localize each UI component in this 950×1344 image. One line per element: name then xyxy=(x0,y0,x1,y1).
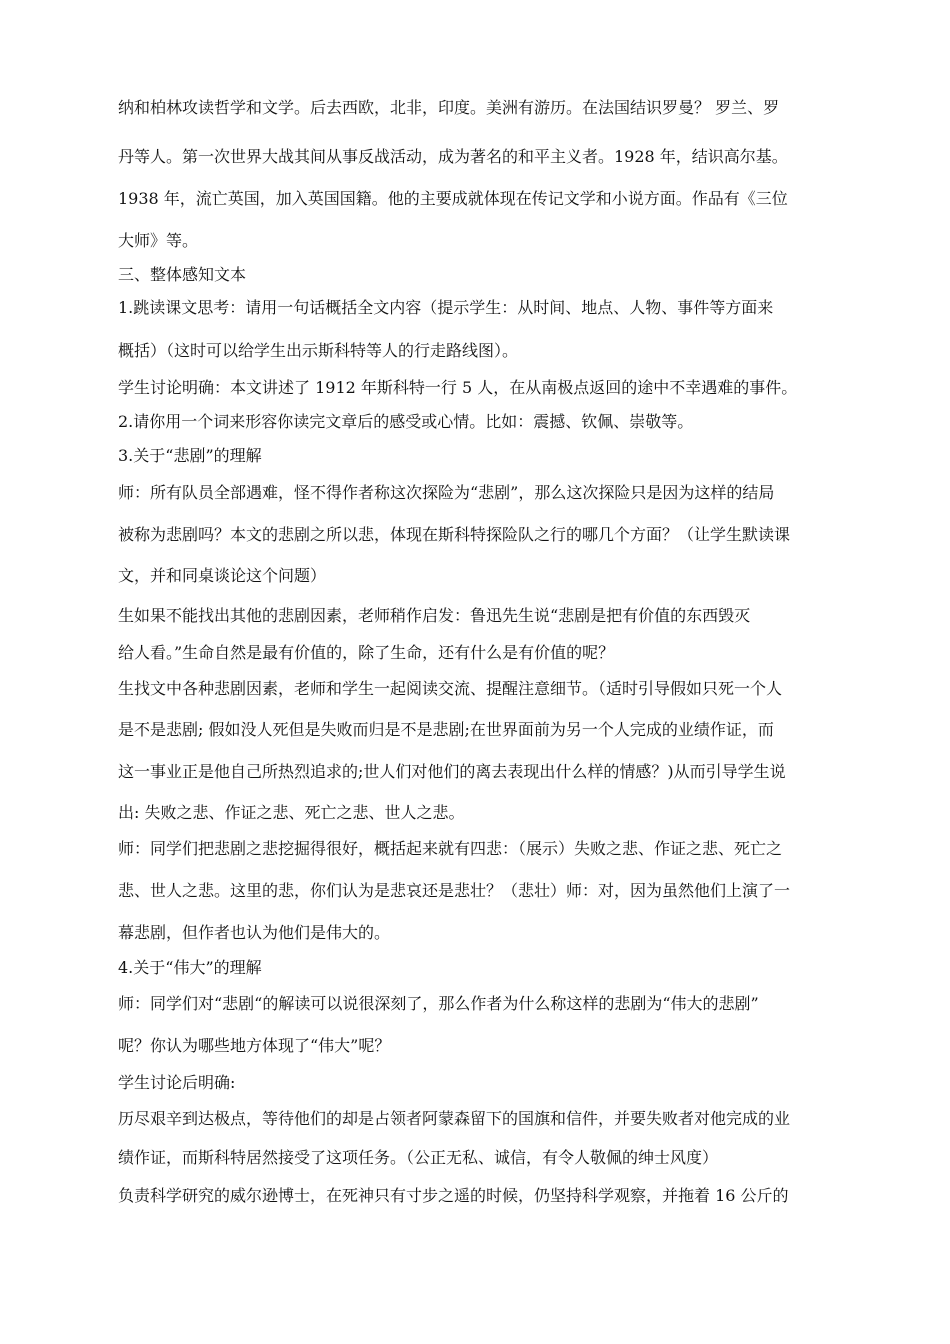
text-line: 师：同学们把悲剧之悲挖掘得很好，概括起来就有四悲：（展示）失败之悲、作证之悲、死亡之 xyxy=(118,839,783,858)
text-line: 幕悲剧，但作者也认为他们是伟大的。 xyxy=(118,923,391,942)
text-line: 负责科学研究的威尔逊博士，在死神只有寸步之遥的时候，仍坚持科学观察，并拖着 16 公斤的 xyxy=(118,1186,789,1205)
text-line: 给人看。”生命自然是最有价值的，除了生命，还有什么是有价值的呢？ xyxy=(118,643,615,662)
text-line: 丹等人。第一次世界大战其间从事反战活动，成为著名的和平主义者。1928 年，结识高尔基。 xyxy=(118,147,788,166)
text-line: 大师》等。 xyxy=(118,231,199,250)
text-line: 2.请你用一个词来形容你读完文章后的感受或心情。比如：震撼、钦佩、崇敬等。 xyxy=(118,412,694,431)
text-line: 被称为悲剧吗？本文的悲剧之所以悲，体现在斯科特探险队之行的哪几个方面？（让学生默读课 xyxy=(118,525,791,544)
subsection-heading: 3.关于“悲剧”的理解 xyxy=(118,446,262,465)
text-line: 学生讨论后明确: xyxy=(118,1073,236,1092)
text-line: 出: 失败之悲、作证之悲、死亡之悲、世人之悲。 xyxy=(118,803,465,822)
text-line: 师：同学们对“悲剧“的解读可以说很深刻了，那么作者为什么称这样的悲剧为“伟大的悲剧” xyxy=(118,994,759,1013)
text-line: 1938 年，流亡英国，加入英国国籍。他的主要成就体现在传记文学和小说方面。作品有《三位 xyxy=(118,189,788,208)
text-line: 1.跳读课文思考：请用一句话概括全文内容（提示学生：从时间、地点、人物、事件等方面来 xyxy=(118,298,774,317)
text-line: 悲、世人之悲。这里的悲，你们认为是悲哀还是悲壮？（悲壮）师：对，因为虽然他们上演了一 xyxy=(118,881,791,900)
text-line: 概括）（这时可以给学生出示斯科特等人的行走路线图）。 xyxy=(118,341,519,360)
text-line: 文，并和同桌谈论这个问题） xyxy=(118,566,327,585)
text-line: 生如果不能找出其他的悲剧因素，老师稍作启发：鲁迅先生说“悲剧是把有价值的东西毁灭 xyxy=(118,606,751,625)
text-line: 呢？你认为哪些地方体现了“伟大”呢？ xyxy=(118,1036,391,1055)
text-line: 生找文中各种悲剧因素，老师和学生一起阅读交流、提醒注意细节。（适时引导假如只死一个人 xyxy=(118,679,783,698)
text-line: 这一事业正是他自己所热烈追求的;世人们对他们的离去表现出什么样的情感？)从而引导学生说 xyxy=(118,762,786,781)
subsection-heading: 4.关于“伟大”的理解 xyxy=(118,958,262,977)
text-line: 历尽艰辛到达极点，等待他们的却是占领者阿蒙森留下的国旗和信件，并要失败者对他完成的业 xyxy=(118,1109,791,1128)
text-line: 是不是悲剧; 假如没人死但是失败而归是不是悲剧;在世界面前为另一个人完成的业绩作证，而 xyxy=(118,720,774,739)
text-line: 师：所有队员全部遇难，怪不得作者称这次探险为“悲剧”，那么这次探险只是因为这样的结局 xyxy=(118,483,775,502)
text-line: 学生讨论明确：本文讲述了 1912 年斯科特一行 5 人，在从南极点返回的途中不幸遇难的事件。 xyxy=(118,378,798,397)
section-heading: 三、整体感知文本 xyxy=(118,265,247,284)
text-line: 绩作证，而斯科特居然接受了这项任务。（公正无私、诚信，有令人敬佩的绅士风度） xyxy=(118,1148,719,1167)
text-line: 纳和柏林攻读哲学和文学。后去西欧，北非，印度。美洲有游历。在法国结识罗曼？ 罗兰、罗 xyxy=(118,98,780,117)
